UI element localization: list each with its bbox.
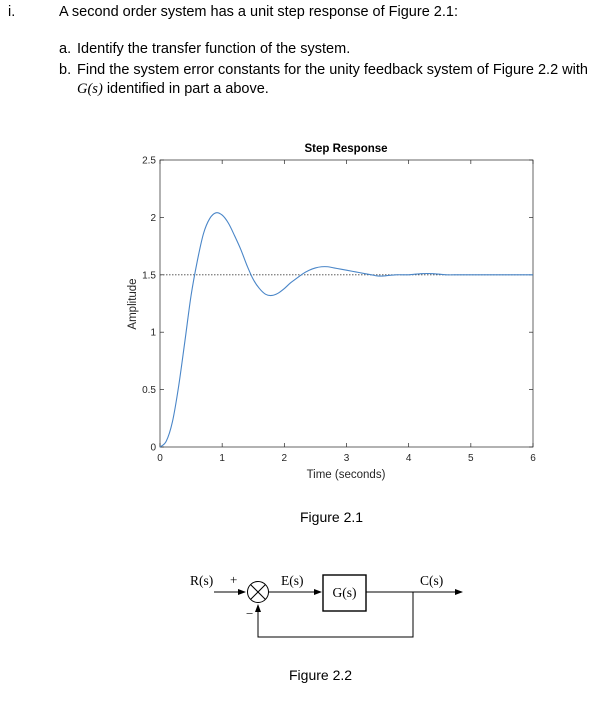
question-number: i. — [8, 4, 16, 20]
part-a-text: Identify the transfer function of the system. — [77, 41, 351, 57]
part-b-label: b. — [59, 62, 72, 78]
y-axis-label: Amplitude — [127, 278, 139, 330]
y-tick-label: 2.5 — [142, 155, 156, 167]
x-tick-label: 1 — [219, 453, 225, 464]
y-tick-label: 0 — [150, 442, 156, 454]
y-tick-label: 2 — [150, 212, 156, 224]
question-intro: A second order system has a unit step response of Figure 2.1: — [59, 4, 458, 20]
summing-junction — [248, 582, 269, 603]
x-tick-label: 6 — [530, 453, 536, 464]
minus-sign: − — [246, 606, 254, 621]
x-tick-label: 3 — [343, 453, 350, 464]
figure-2-1-caption: Figure 2.1 — [300, 509, 364, 525]
x-tick-label: 0 — [157, 453, 163, 464]
x-tick-label: 4 — [405, 453, 412, 464]
part-b-text: Find the system error constants for the unity feedback system of Figure 2.2 with — [77, 62, 588, 78]
figure-2-2-caption: Figure 2.2 — [289, 667, 353, 683]
g-of-s-math: G(s) — [77, 81, 103, 97]
part-a-label: a. — [59, 41, 72, 57]
x-axis-label: Time (seconds) — [306, 469, 386, 481]
output-label: C(s) — [420, 573, 444, 588]
y-tick-label: 1.5 — [142, 270, 156, 282]
block-label: G(s) — [332, 585, 357, 600]
chart-title: Step Response — [304, 143, 388, 155]
part-b-continuation-text: identified in part a above. — [106, 81, 269, 97]
plus-sign: + — [230, 572, 238, 587]
x-tick-label: 5 — [468, 453, 474, 464]
y-tick-label: 0.5 — [142, 385, 156, 397]
input-label: R(s) — [190, 573, 214, 588]
error-label: E(s) — [281, 573, 304, 588]
y-tick-label: 1 — [150, 327, 156, 339]
x-tick-label: 2 — [281, 453, 288, 464]
